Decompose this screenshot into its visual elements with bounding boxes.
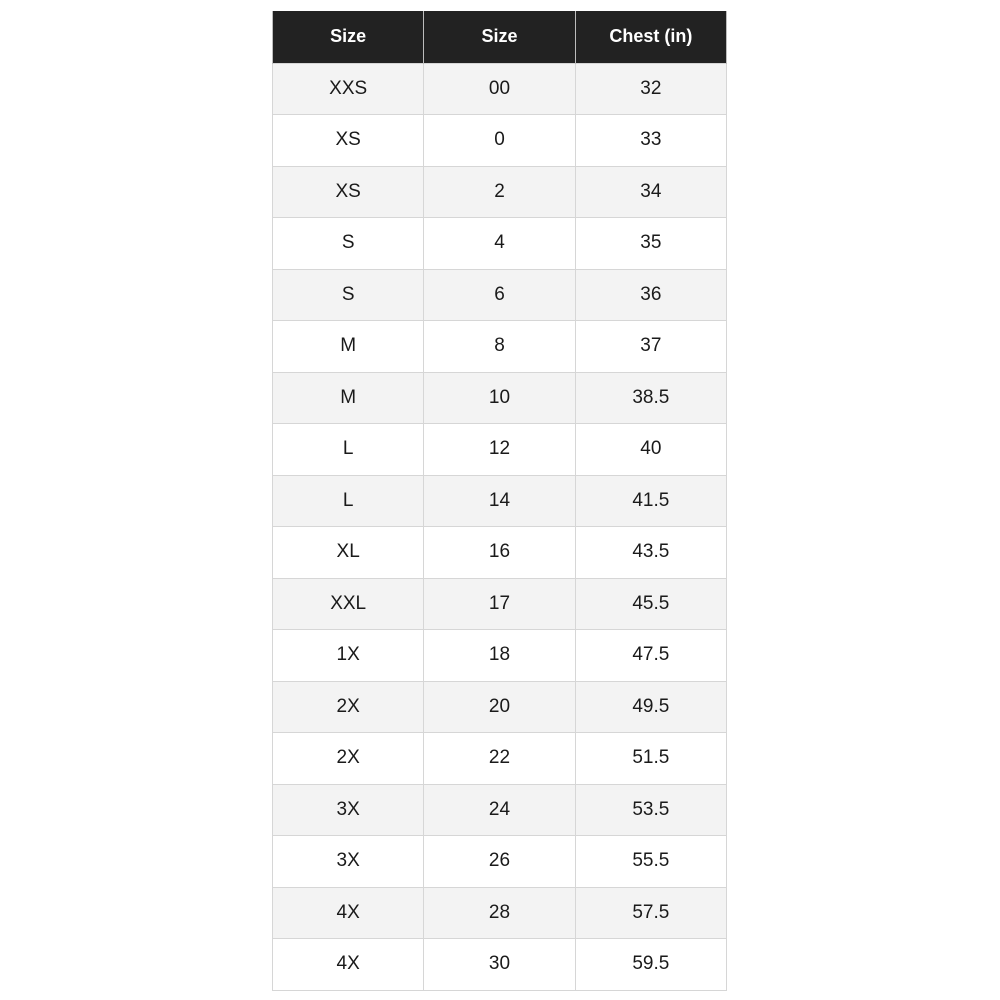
- table-row: [273, 578, 727, 630]
- cell-size-number: 24: [424, 784, 575, 836]
- header-chest: Chest (in): [575, 11, 726, 63]
- cell-chest: 41.5: [575, 475, 726, 527]
- table-row: [273, 681, 727, 733]
- table-row: [273, 424, 727, 476]
- cell-size-letter: L: [273, 475, 424, 527]
- cell-chest: 49.5: [575, 681, 726, 733]
- cell-chest: 43.5: [575, 527, 726, 579]
- cell-size-letter: 2X: [273, 681, 424, 733]
- cell-size-number: 22: [424, 733, 575, 785]
- table-header: [273, 11, 727, 63]
- cell-chest: 45.5: [575, 578, 726, 630]
- cell-size-letter: L: [273, 424, 424, 476]
- cell-size-letter: 3X: [273, 784, 424, 836]
- cell-chest: 37: [575, 321, 726, 373]
- header-size-number: Size: [424, 11, 575, 63]
- table-row: [273, 784, 727, 836]
- cell-chest: 38.5: [575, 372, 726, 424]
- table-row: [273, 630, 727, 682]
- table-row: [273, 887, 727, 939]
- cell-chest: 36: [575, 269, 726, 321]
- table-row: [273, 527, 727, 579]
- cell-size-letter: 3X: [273, 836, 424, 888]
- cell-chest: 32: [575, 63, 726, 115]
- table-row: [273, 836, 727, 888]
- cell-size-number: 12: [424, 424, 575, 476]
- cell-chest: 51.5: [575, 733, 726, 785]
- table-row: [273, 939, 727, 991]
- table-row: [273, 269, 727, 321]
- cell-size-letter: XS: [273, 166, 424, 218]
- cell-size-letter: 2X: [273, 733, 424, 785]
- cell-size-number: 20: [424, 681, 575, 733]
- cell-size-letter: XXL: [273, 578, 424, 630]
- cell-size-number: 26: [424, 836, 575, 888]
- cell-size-letter: 1X: [273, 630, 424, 682]
- cell-size-letter: S: [273, 269, 424, 321]
- cell-size-letter: XL: [273, 527, 424, 579]
- cell-size-number: 0: [424, 115, 575, 167]
- cell-chest: 35: [575, 218, 726, 270]
- cell-chest: 34: [575, 166, 726, 218]
- cell-chest: 59.5: [575, 939, 726, 991]
- table-row: [273, 115, 727, 167]
- cell-chest: 55.5: [575, 836, 726, 888]
- cell-size-number: 4: [424, 218, 575, 270]
- cell-size-letter: 4X: [273, 939, 424, 991]
- cell-size-letter: 4X: [273, 887, 424, 939]
- table-row: [273, 733, 727, 785]
- header-size-letter: Size: [273, 11, 424, 63]
- size-chart-table: [272, 11, 727, 991]
- table-row: [273, 475, 727, 527]
- cell-size-letter: S: [273, 218, 424, 270]
- cell-chest: 53.5: [575, 784, 726, 836]
- cell-size-number: 14: [424, 475, 575, 527]
- cell-chest: 47.5: [575, 630, 726, 682]
- cell-chest: 40: [575, 424, 726, 476]
- table-row: [273, 63, 727, 115]
- cell-size-number: 18: [424, 630, 575, 682]
- cell-size-number: 6: [424, 269, 575, 321]
- cell-size-letter: XS: [273, 115, 424, 167]
- cell-size-number: 8: [424, 321, 575, 373]
- table-row: [273, 372, 727, 424]
- cell-size-number: 10: [424, 372, 575, 424]
- cell-size-number: 28: [424, 887, 575, 939]
- cell-size-number: 17: [424, 578, 575, 630]
- cell-size-number: 16: [424, 527, 575, 579]
- table-body: [273, 63, 727, 990]
- cell-size-number: 00: [424, 63, 575, 115]
- table-row: [273, 218, 727, 270]
- table-row: [273, 166, 727, 218]
- cell-size-letter: M: [273, 321, 424, 373]
- cell-size-number: 2: [424, 166, 575, 218]
- cell-size-number: 30: [424, 939, 575, 991]
- cell-chest: 57.5: [575, 887, 726, 939]
- cell-size-letter: M: [273, 372, 424, 424]
- cell-size-letter: XXS: [273, 63, 424, 115]
- header-row: [273, 11, 727, 63]
- table-row: [273, 321, 727, 373]
- cell-chest: 33: [575, 115, 726, 167]
